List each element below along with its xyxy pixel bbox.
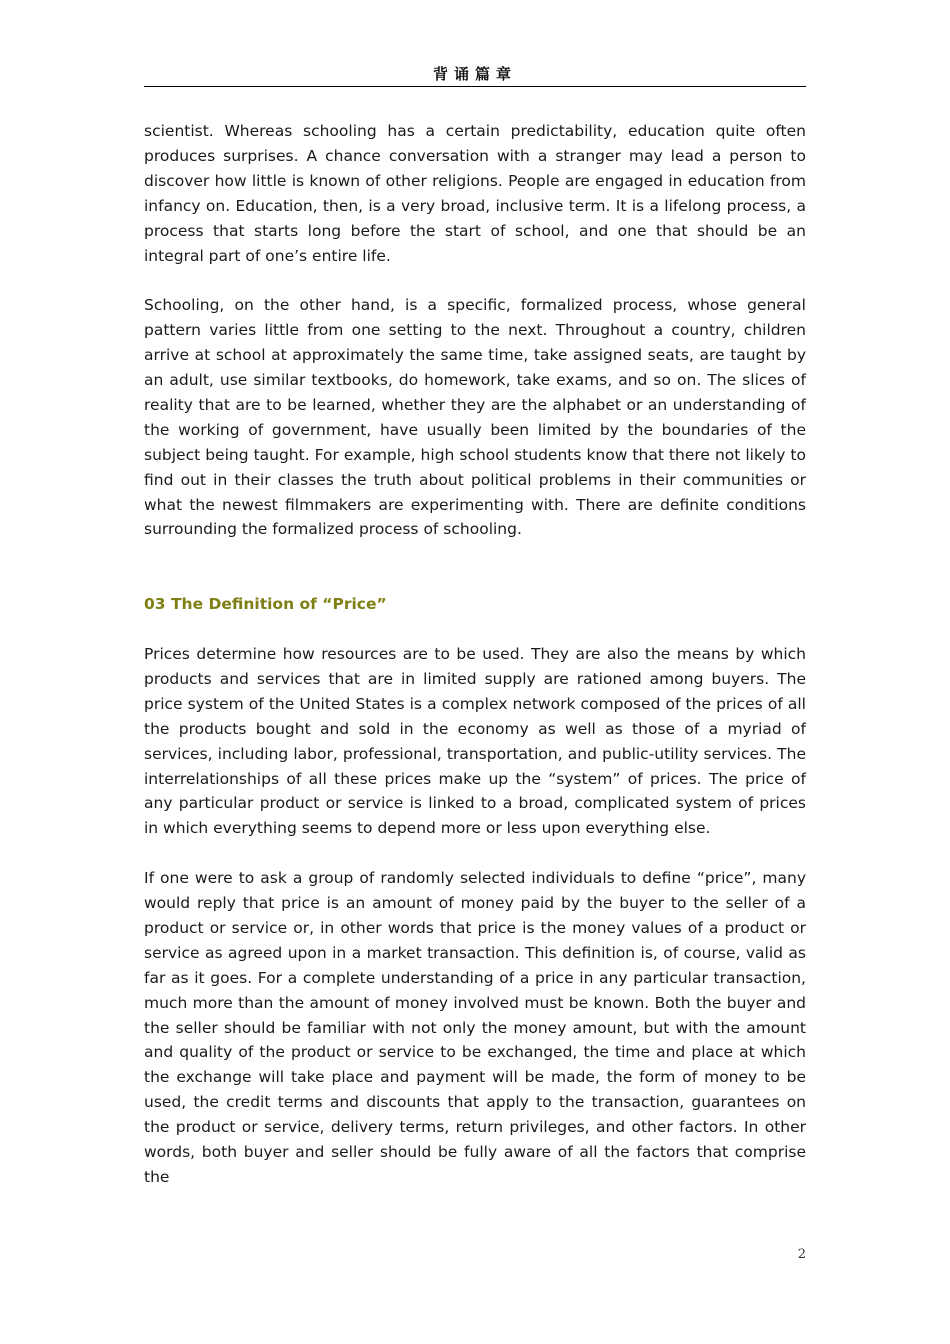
document-body: [144, 119, 806, 1190]
paragraph-gap: [144, 841, 806, 866]
paragraph-gap: [144, 268, 806, 293]
section-heading: 03 The Definition of “Price”: [144, 595, 387, 614]
page-header: [144, 64, 806, 87]
heading-gap: [144, 617, 806, 642]
section-gap: [144, 542, 806, 592]
paragraph-prices: Prices determine how resources are to be used. They are also the means by which products and services that are in limited supply are rationed among buyers. The price system of the United States is a complex network composed of the prices of all the products bought and sold in the economy as well as those of a myriad of services, including labor, professional, transportation, and public-utility services. The interrelationships of all these prices make up the “system” of prices. The price of any particular product or service is linked to a broad, complicated system of prices in which everything seems to depend more or less upon everything else.: [144, 644, 806, 838]
page-number: 2: [797, 1247, 806, 1262]
paragraph-education: scientist. Whereas schooling has a certain predictability, education quite often produces surprises. A chance conversation with a stranger may lead a person to discover how little is known of other religions. People are engaged in education from infancy on. Education, then, is a very broad, inclusive term. It is a lifelong process, a process that starts long before the start of school, and one that should be an integral part of one’s entire life.: [144, 122, 806, 265]
header-title: 背诵篇章: [432, 65, 517, 83]
paragraph-price-definition: If one were to ask a group of randomly selected individuals to define “price”, many would reply that price is an amount of money paid by the buyer to the seller of a product or service or, in other words that price is the money values of a product or service as agreed upon in a market transaction. This definition is, of course, valid as far as it goes. For a complete understanding of a price in any particular transaction, much more than the amount of money involved must be known. Both the buyer and the seller should be familiar with not only the money amount, but with the amount and quality of the product or service to be exchanged, the time and place at which the exchange will take place and payment will be made, the form of money to be used, the credit terms and discounts that apply to the transaction, guarantees on the product or service, delivery terms, return privileges, and other factors. In other words, both buyer and seller should be fully aware of all the factors that comprise the: [144, 869, 806, 1186]
paragraph-schooling: Schooling, on the other hand, is a specific, formalized process, whose general pattern varies little from one setting to the next. Throughout a country, children arrive at school at approximately the same time, take assigned seats, are taught by an adult, use similar textbooks, do homework, take exams, and so on. The slices of reality that are to be learned, whether they are the alphabet or an understanding of the working of government, have usually been limited by the boundaries of the subject being taught. For example, high school students know that there not likely to find out in their classes the truth about political problems in their communities or what the newest filmmakers are experimenting with. There are definite conditions surrounding the formalized process of schooling.: [144, 296, 806, 539]
